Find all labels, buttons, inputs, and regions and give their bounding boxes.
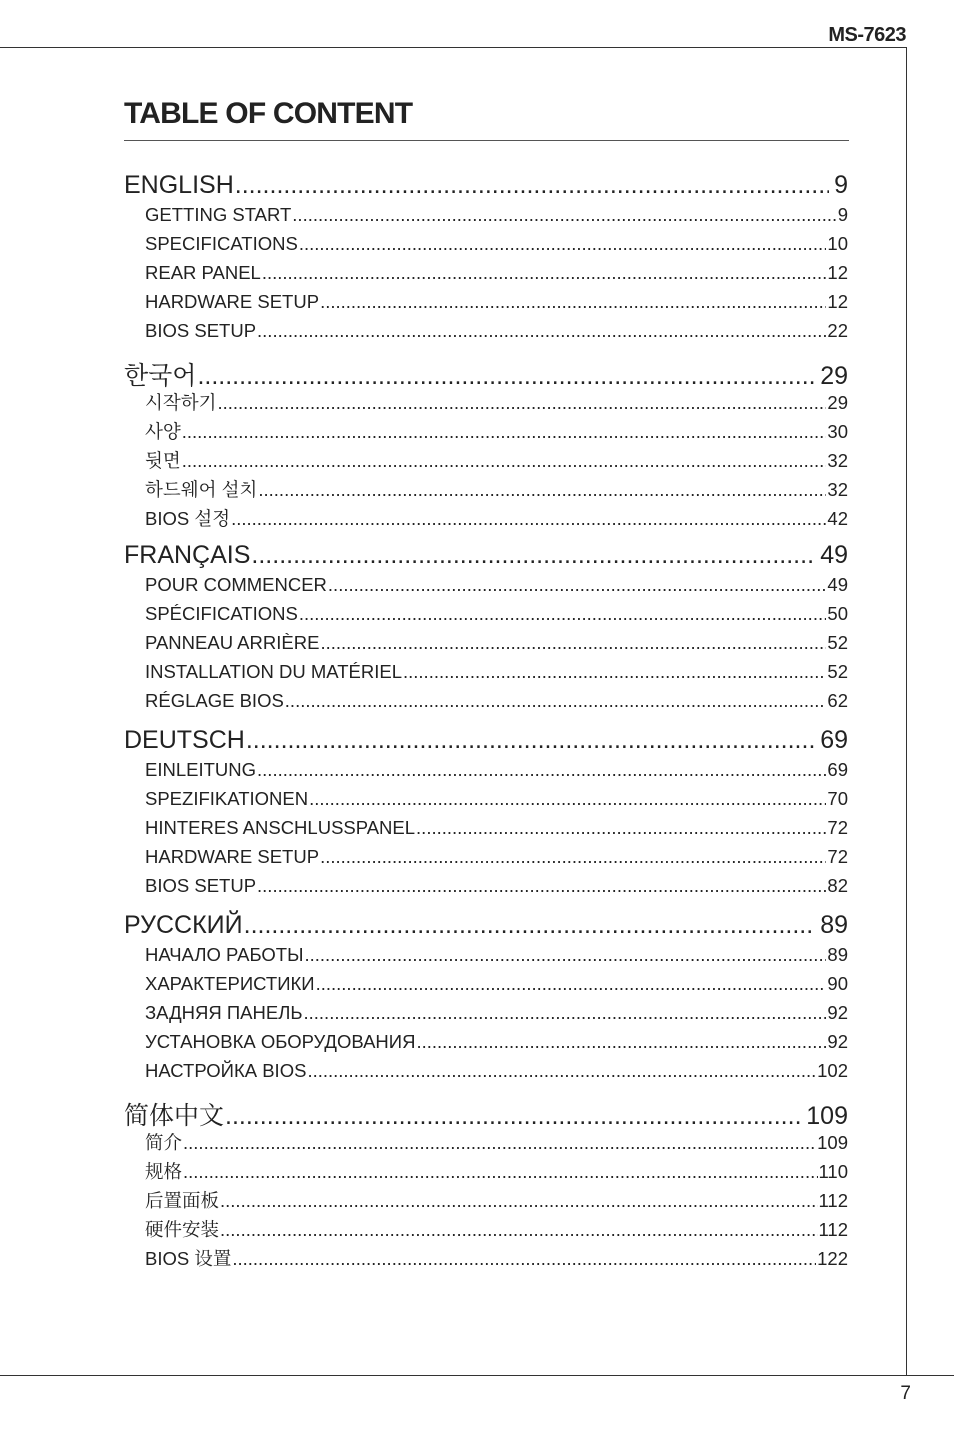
page-ref: 69 <box>827 759 848 780</box>
page-ref: 22 <box>827 320 848 341</box>
toc-entry[interactable] <box>124 1129 848 1158</box>
toc-section <box>124 541 848 719</box>
toc-entry[interactable] <box>124 846 848 875</box>
dot-leader <box>217 392 826 414</box>
entry-label: EINLEITUNG <box>145 759 257 780</box>
entry-label: BIOS SETUP <box>145 320 257 341</box>
toc-section <box>124 726 848 904</box>
toc-section <box>124 1096 848 1274</box>
toc-section <box>124 171 848 349</box>
page-ref: 69 <box>820 726 848 754</box>
toc-entry[interactable] <box>124 759 848 788</box>
toc-entry[interactable] <box>124 447 848 476</box>
language-title: 简体中文 <box>124 1102 225 1130</box>
dot-leader <box>285 690 827 712</box>
page-ref: 29 <box>820 362 848 390</box>
dot-leader <box>416 817 826 839</box>
page-ref: 32 <box>827 479 848 500</box>
page-ref: 122 <box>817 1248 848 1269</box>
dot-leader <box>299 233 827 255</box>
toc-entry[interactable] <box>124 875 848 904</box>
toc-entry[interactable] <box>124 1187 848 1216</box>
entry-label: НАСТРОЙКА BIOS <box>145 1060 307 1081</box>
page-ref: 52 <box>827 661 848 682</box>
dot-leader <box>304 1002 827 1024</box>
dot-leader <box>220 1190 817 1212</box>
page-ref: 112 <box>818 1190 848 1211</box>
entry-label: НАЧАЛО РАБОТЫ <box>145 944 304 965</box>
dot-leader <box>183 1132 816 1154</box>
dot-leader <box>182 450 827 472</box>
toc-language-entry[interactable] <box>124 356 848 389</box>
toc-section <box>124 911 848 1089</box>
dot-leader <box>307 1060 816 1082</box>
page-ref: 102 <box>817 1060 848 1081</box>
language-title: ENGLISH <box>124 171 234 199</box>
page-ref: 12 <box>827 291 848 312</box>
table-of-contents <box>124 171 848 1281</box>
dot-leader <box>316 973 827 995</box>
toc-entry[interactable] <box>124 603 848 632</box>
toc-language-entry[interactable] <box>124 911 848 944</box>
language-title: 한국어 <box>124 362 197 390</box>
entry-label: PANNEAU ARRIÈRE <box>145 632 320 653</box>
entry-label: УСТАНОВКА ОБОРУДОВАНИЯ <box>145 1031 416 1052</box>
toc-language-entry[interactable] <box>124 171 848 204</box>
page-ref: 82 <box>827 875 848 896</box>
entry-label: ЗАДНЯЯ ПАНЕЛЬ <box>145 1002 303 1023</box>
toc-language-entry[interactable] <box>124 541 848 574</box>
header-rule <box>0 47 907 48</box>
entry-label: BIOS 设置 <box>145 1248 232 1269</box>
page-title: TABLE OF CONTENT <box>124 97 413 130</box>
dot-leader <box>262 262 827 284</box>
toc-language-entry[interactable] <box>124 726 848 759</box>
toc-entry[interactable] <box>124 233 848 262</box>
page-ref: 9 <box>837 204 848 225</box>
entry-label: INSTALLATION DU MATÉRIEL <box>145 661 402 682</box>
toc-entry[interactable] <box>124 1158 848 1187</box>
toc-entry[interactable] <box>124 291 848 320</box>
toc-entry[interactable] <box>124 973 848 1002</box>
page-ref: 62 <box>827 690 848 711</box>
dot-leader <box>244 911 816 940</box>
page-ref: 72 <box>827 817 848 838</box>
language-title: РУССКИЙ <box>124 911 243 939</box>
dot-leader <box>309 788 826 810</box>
entry-label: HINTERES ANSCHLUSSPANEL <box>145 817 416 838</box>
entry-label: GETTING START <box>145 204 292 225</box>
page-ref: 90 <box>827 973 848 994</box>
toc-entry[interactable] <box>124 1031 848 1060</box>
toc-entry[interactable] <box>124 1060 848 1089</box>
page-ref: 29 <box>827 392 848 413</box>
dot-leader <box>197 362 815 391</box>
language-title: DEUTSCH <box>124 726 245 754</box>
toc-entry[interactable] <box>124 418 848 447</box>
page-ref: 89 <box>820 911 848 939</box>
toc-entry[interactable] <box>124 574 848 603</box>
footer-rule <box>0 1375 954 1376</box>
page-ref: 9 <box>834 171 848 199</box>
page-ref: 109 <box>806 1102 848 1130</box>
toc-entry[interactable] <box>124 1216 848 1245</box>
toc-entry[interactable] <box>124 944 848 973</box>
dot-leader <box>231 508 826 530</box>
dot-leader <box>328 574 827 596</box>
toc-entry[interactable] <box>124 1002 848 1031</box>
entry-label: 硬件安装 <box>145 1219 220 1240</box>
toc-entry[interactable] <box>124 389 848 418</box>
toc-entry[interactable] <box>124 788 848 817</box>
dot-leader <box>232 1248 816 1270</box>
toc-entry[interactable] <box>124 661 848 690</box>
entry-label: 简介 <box>145 1132 183 1153</box>
page-ref: 52 <box>827 632 848 653</box>
page-ref: 42 <box>827 508 848 529</box>
toc-language-entry[interactable] <box>124 1096 848 1129</box>
dot-leader <box>220 1219 817 1241</box>
page-ref: 30 <box>827 421 848 442</box>
dot-leader <box>258 479 826 501</box>
toc-entry[interactable] <box>124 476 848 505</box>
page-ref: 109 <box>817 1132 848 1153</box>
entry-label: HARDWARE SETUP <box>145 291 320 312</box>
entry-label: REAR PANEL <box>145 262 261 283</box>
dot-leader <box>320 291 826 313</box>
entry-label: SPECIFICATIONS <box>145 233 298 254</box>
entry-label: 规格 <box>145 1161 183 1182</box>
page-ref: 49 <box>820 541 848 569</box>
entry-label: ХАРАКТЕРИСТИКИ <box>145 973 315 994</box>
page-ref: 50 <box>827 603 848 624</box>
page-ref: 112 <box>818 1219 848 1240</box>
entry-label: POUR COMMENCER <box>145 574 327 595</box>
toc-entry[interactable] <box>124 632 848 661</box>
entry-label: 하드웨어 설치 <box>145 479 258 500</box>
page-number: 7 <box>900 1383 911 1404</box>
entry-label: 시작하기 <box>145 392 217 413</box>
page-ref: 89 <box>827 944 848 965</box>
dot-leader <box>320 632 826 654</box>
right-margin-rule <box>906 47 907 1375</box>
dot-leader <box>257 875 826 897</box>
page-ref: 92 <box>827 1002 848 1023</box>
title-underline <box>124 140 849 141</box>
toc-entry[interactable] <box>124 817 848 846</box>
dot-leader <box>299 603 827 625</box>
dot-leader <box>182 421 827 443</box>
dot-leader <box>257 320 826 342</box>
page-ref: 110 <box>818 1161 848 1182</box>
dot-leader <box>257 759 826 781</box>
page-ref: 12 <box>827 262 848 283</box>
dot-leader <box>251 541 815 570</box>
toc-entry[interactable] <box>124 690 848 719</box>
dot-leader <box>416 1031 826 1053</box>
page-ref: 49 <box>827 574 848 595</box>
toc-section <box>124 356 848 534</box>
entry-label: HARDWARE SETUP <box>145 846 320 867</box>
dot-leader <box>403 661 826 683</box>
dot-leader <box>183 1161 817 1183</box>
toc-entry[interactable] <box>124 320 848 349</box>
entry-label: SPEZIFIKATIONEN <box>145 788 309 809</box>
entry-label: SPÉCIFICATIONS <box>145 603 298 624</box>
language-title: FRANÇAIS <box>124 541 251 569</box>
entry-label: 뒷면 <box>145 450 181 471</box>
page-ref: 32 <box>827 450 848 471</box>
dot-leader <box>235 171 829 200</box>
dot-leader <box>320 846 826 868</box>
model-number: MS-7623 <box>828 24 906 46</box>
entry-label: RÉGLAGE BIOS <box>145 690 284 711</box>
dot-leader <box>292 204 836 226</box>
toc-entry[interactable] <box>124 204 848 233</box>
entry-label: BIOS 설정 <box>145 508 231 529</box>
entry-label: 后置面板 <box>145 1190 220 1211</box>
toc-entry[interactable] <box>124 262 848 291</box>
toc-entry[interactable] <box>124 1245 848 1274</box>
entry-label: 사양 <box>145 421 181 442</box>
toc-entry[interactable] <box>124 505 848 534</box>
dot-leader <box>246 726 815 755</box>
page-ref: 72 <box>827 846 848 867</box>
page-ref: 10 <box>827 233 848 254</box>
page-ref: 70 <box>827 788 848 809</box>
entry-label: BIOS SETUP <box>145 875 257 896</box>
dot-leader <box>225 1102 801 1131</box>
dot-leader <box>304 944 826 966</box>
page-ref: 92 <box>827 1031 848 1052</box>
